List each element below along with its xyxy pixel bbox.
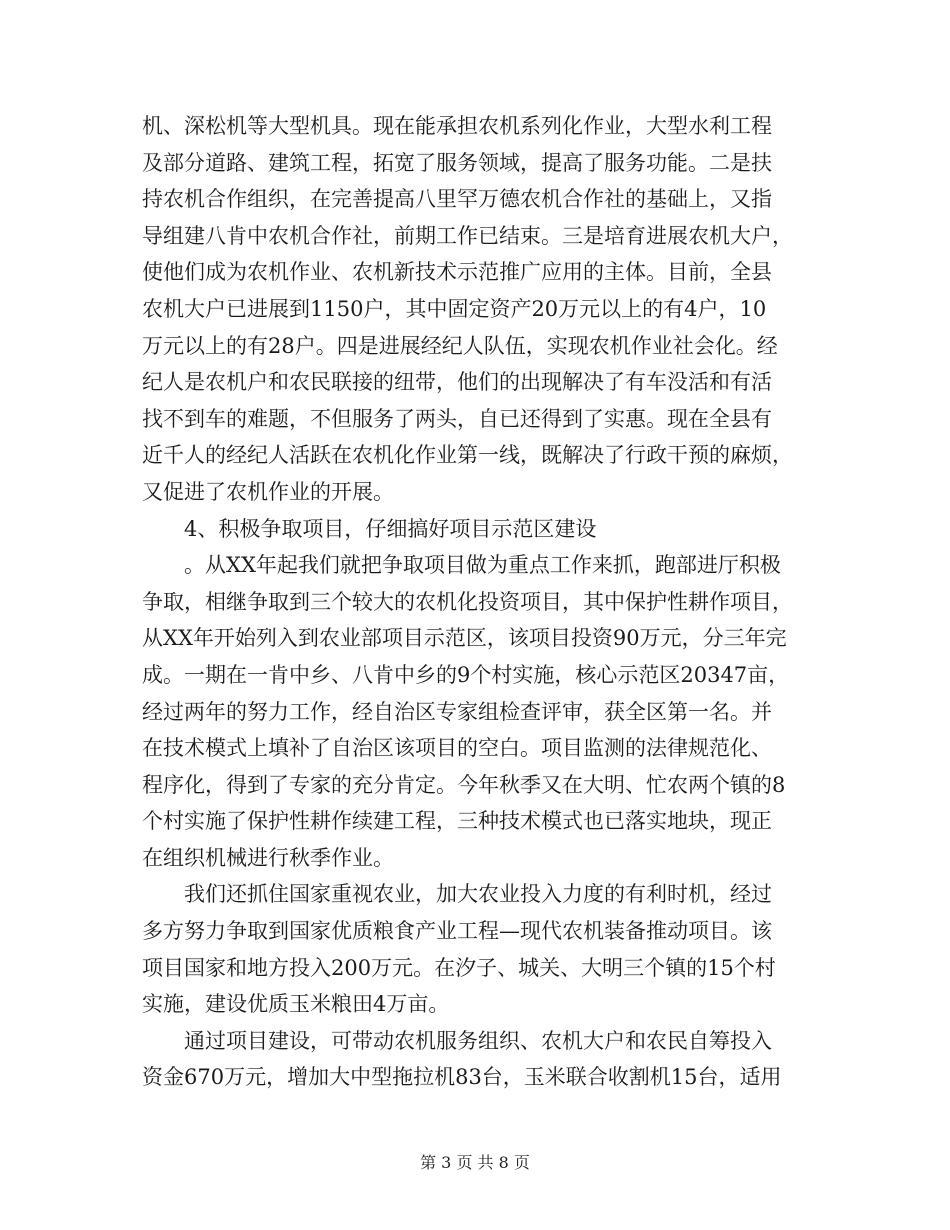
text-line: 资金670万元，增加大中型拖拉机83台，玉米联合收割机15台，适用 (142, 1065, 782, 1090)
text-line: 及部分道路、建筑工程，拓宽了服务领域，提高了服务功能。二是扶 (142, 150, 772, 175)
text-line: 使他们成为农机作业、农机新技术示范推广应用的主体。目前，全县 (142, 260, 772, 285)
text-line: 成。一期在一肯中乡、八肯中乡的9个村实施，核心示范区20347亩， (142, 662, 790, 687)
section-heading: 4、积极争取项目，仔细搞好项目示范区建设 (184, 516, 597, 541)
text-line: 个村实施了保护性耕作续建工程，三种技术模式也已落实地块，现正 (142, 809, 772, 834)
text-line: 多方努力争取到国家优质粮食产业工程—现代农机装备推动项目。该 (142, 919, 772, 944)
text-line: 从XX年开始列入到农业部项目示范区，该项目投资90万元，分三年完 (142, 626, 787, 651)
text-line: 找不到车的难题，不但服务了两头，自已还得到了实惠。现在全县有 (142, 406, 772, 431)
text-line: 经过两年的努力工作，经自治区专家组检查评审，获全区第一名。并 (142, 699, 772, 724)
text-line: 万元以上的有28户。四是进展经纪人队伍，实现农机作业社会化。经 (142, 333, 778, 358)
text-line: 程序化，得到了专家的充分肯定。今年秋季又在大明、忙农两个镇的8 (142, 772, 786, 797)
text-line: 持农机合作组织，在完善提高八里罕万德农机合作社的基础上，又指 (142, 187, 772, 212)
text-line: 纪人是农机户和农民联接的纽带，他们的出现解决了有车没活和有活 (142, 370, 772, 395)
text-line: 在技术模式上填补了自治区该项目的空白。项目监测的法律规范化、 (142, 736, 772, 761)
text-line: 通过项目建设，可带动农机服务组织、农机大户和农民自筹投入 (184, 1028, 772, 1053)
text-line: 近千人的经纪人活跃在农机化作业第一线，既解决了行政干预的麻烦， (142, 443, 793, 468)
text-line: 又促进了农机作业的开展。 (142, 479, 394, 504)
page-number-footer: 第 3 页 共 8 页 (420, 1153, 530, 1172)
text-line: 机、深松机等大型机具。现在能承担农机系列化作业，大型水利工程 (142, 114, 772, 138)
text-line: 农机大户已进展到1150户，其中固定资产20万元以上的有4户，10 (142, 296, 767, 321)
text-line: 。从XX年起我们就把争取项目做为重点工作来抓，跑部进厅积极 (184, 553, 781, 578)
text-line: 争取，相继争取到三个较大的农机化投资项目，其中保护性耕作项目， (142, 589, 793, 614)
document-body (142, 108, 808, 1096)
text-line: 导组建八肯中农机合作社，前期工作已结束。三是培育进展农机大户， (142, 223, 793, 248)
text-line: 项目国家和地方投入200万元。在汐子、城关、大明三个镇的15个村 (142, 955, 776, 980)
text-line: 在组织机械进行秋季作业。 (142, 845, 394, 870)
text-line: 我们还抓住国家重视农业，加大农业投入力度的有利时机，经过 (184, 882, 772, 907)
text-line: 实施，建设优质玉米粮田4万亩。 (142, 992, 450, 1017)
